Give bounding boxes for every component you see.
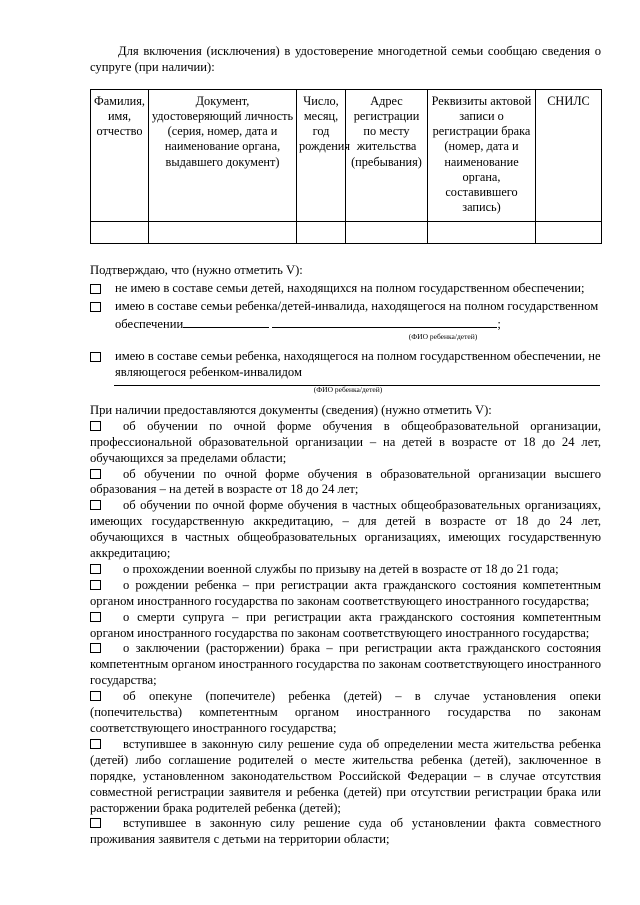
col-header-snils: СНИЛС bbox=[536, 89, 602, 222]
checkbox-icon[interactable] bbox=[90, 580, 101, 590]
cell-fio[interactable] bbox=[91, 222, 149, 244]
checkbox-icon[interactable] bbox=[90, 284, 101, 294]
doc-item-marriage-divorce: о заключении (расторжении) брака – при регистрации акта гражданского состояния компетентным органом иностранного государства по законам соответствующего иностранного государства; bbox=[90, 641, 602, 688]
intro-paragraph: Для включения (исключения) в удостоверение многодетной семьи сообщаю сведения о супруге (при наличии): bbox=[90, 44, 601, 74]
checkbox-icon[interactable] bbox=[90, 302, 101, 312]
doc-item-guardian: об опекуне (попечителе) ребенка (детей) – в случае установления опеки (попечительства) компетентным органом иностранного государства по законам соответствующего иностранного государства; bbox=[90, 689, 601, 735]
confirm-item-text: имею в составе семьи ребенка, находящегося на полном государственном обеспечении, не являющегося ребенком-инвалидом bbox=[115, 349, 601, 379]
checkbox-icon[interactable] bbox=[90, 500, 101, 510]
checkbox-icon[interactable] bbox=[90, 818, 101, 828]
doc-item-school-study: об обучении по очной форме обучения в общеобразовательной организации, профессиональной образовательной организации – на детей в возрасте от 18 до 24 лет, обучающихся за пределами области; bbox=[90, 418, 601, 465]
checkbox-icon[interactable] bbox=[90, 739, 101, 749]
cell-document[interactable] bbox=[149, 222, 297, 244]
fio-caption: (ФИО ребенка/детей) bbox=[408, 332, 478, 342]
checkbox-icon[interactable] bbox=[90, 421, 101, 431]
col-header-marriage-record: Реквизиты актовой записи о регистрации брака (номер, дата и наименование органа, составившего запись) bbox=[428, 89, 536, 222]
fio-fill-line-1a[interactable] bbox=[183, 315, 269, 328]
checkbox-icon[interactable] bbox=[90, 643, 101, 653]
confirm-item-no-children bbox=[90, 281, 601, 297]
table-row bbox=[91, 222, 602, 244]
checkbox-icon[interactable] bbox=[90, 612, 101, 622]
cell-birthdate[interactable] bbox=[297, 222, 346, 244]
checkbox-icon[interactable] bbox=[90, 564, 101, 574]
confirm-item-text: не имею в составе семьи детей, находящихся на полном государственном обеспечении; bbox=[115, 281, 585, 296]
checkbox-icon[interactable] bbox=[90, 691, 101, 701]
col-header-address: Адрес регистрации по месту жительства (пребывания) bbox=[346, 89, 428, 222]
checkbox-icon[interactable] bbox=[90, 469, 101, 479]
doc-item-university-study: об обучении по очной форме обучения в образовательной организации высшего образования – на детей в возрасте от 18 до 24 лет; bbox=[90, 466, 601, 497]
doc-item-private-school-study: об обучении по очной форме обучения в частных общеобразовательных организациях, имеющих государственную аккредитацию, – для детей в возрасте от 18 до 24 лет, обучающихся в частных общеобразовательных организациях, имеющих государственную аккредитацию; bbox=[90, 498, 601, 561]
checkbox-icon[interactable] bbox=[90, 352, 101, 362]
cell-marriage-record[interactable] bbox=[428, 222, 536, 244]
doc-item-spouse-death: о смерти супруга – при регистрации акта гражданского состояния компетентным органом иностранного государства по законам соответствующего иностранного государства; bbox=[90, 609, 601, 640]
document-page bbox=[90, 44, 601, 848]
confirm-heading: Подтверждаю, что (нужно отметить V): bbox=[90, 263, 303, 278]
doc-item-court-residence: вступившее в законную силу решение суда об определении места жительства ребенка (детей) либо соглашение родителей о месте жительства ребенка (детей), заключенное в порядке, установленном законодательством Российской Федерации – в случае отсутствия совместной регистрации заявителя и ребенка (детей) при отсутствии регистрации брака или расторжении брака родителей ребенка (детей); bbox=[90, 736, 601, 815]
doc-item-child-birth: о рождении ребенка – при регистрации акта гражданского состояния компетентным органом иностранного государства по законам соответствующего иностранного государства; bbox=[90, 577, 601, 608]
confirm-item-disabled-child: имею в составе семьи ребенка/детей-инвалида, находящегося на полном государственном обеспечении ; (ФИО ребенка/детей) bbox=[90, 299, 601, 341]
confirm-item-text: имею в составе семьи ребенка/детей-инвалида, находящегося на полном государственном обеспечении bbox=[115, 299, 599, 332]
col-header-birthdate: Число, месяц, год рождения bbox=[297, 89, 346, 222]
spouse-table bbox=[90, 89, 602, 245]
cell-address[interactable] bbox=[346, 222, 428, 244]
fio-fill-line-1b[interactable] bbox=[272, 315, 497, 328]
doc-item-military-service: о прохождении военной службы по призыву на детей в возрасте от 18 до 21 года; bbox=[90, 562, 601, 578]
col-header-document: Документ, удостоверяющий личность (серия, номер, дата и наименование органа, выдавшего документ) bbox=[149, 89, 297, 222]
fio-caption: (ФИО ребенка/детей) bbox=[313, 384, 383, 394]
docs-heading: При наличии предоставляются документы (сведения) (нужно отметить V): bbox=[90, 402, 492, 417]
doc-item-court-cohabitation: вступившее в законную силу решение суда об установлении факта совместного проживания заявителя с детьми на территории области; bbox=[90, 816, 601, 847]
cell-snils[interactable] bbox=[536, 222, 602, 244]
confirm-item-non-disabled-child bbox=[90, 349, 601, 394]
col-header-fio: Фамилия, имя, отчество bbox=[91, 89, 149, 222]
